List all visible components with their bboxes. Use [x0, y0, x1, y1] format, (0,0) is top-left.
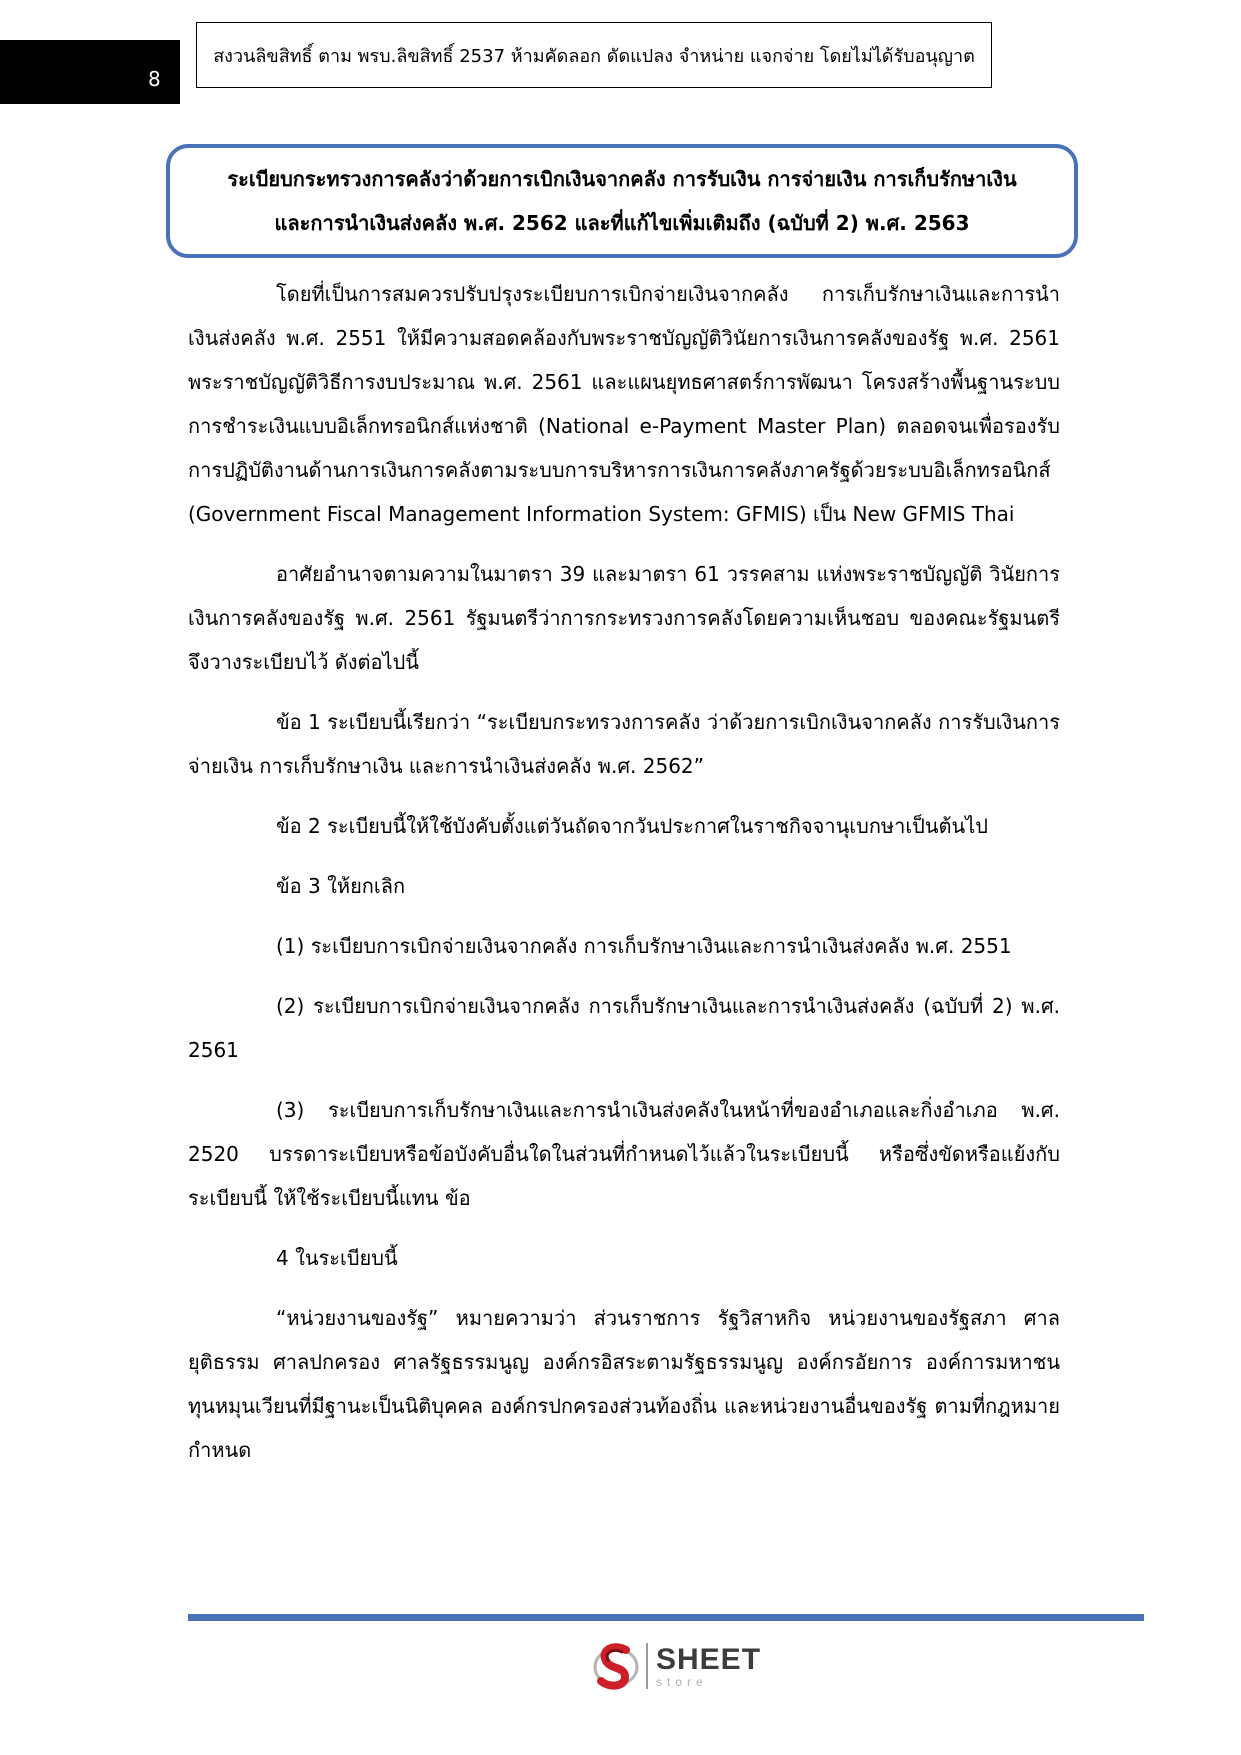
logo-divider	[646, 1643, 648, 1689]
clause-3: ข้อ 3 ให้ยกเลิก	[276, 874, 406, 898]
definition-paragraph: “หน่วยงานของรัฐ” หมายความว่า ส่วนราชการ รัฐวิสาหกิจ หน่วยงานของรัฐสภา ศาลยุติธรรม ศาลปกครอง ศาลรัฐธรรมนูญ องค์กรอิสระตามรัฐธรรมนูญ องค์กรอัยการ องค์การมหาชน ทุนหมุนเวียนที่มีฐานะเป็นนิติบุคคล องค์กรปกครองส่วนท้องถิ่น และหน่วยงานอื่นของรัฐ ตามที่กฎหมายกำหนด	[188, 1306, 1060, 1462]
document-body	[188, 272, 1060, 1488]
sheet-store-logo	[592, 1640, 761, 1692]
logo-name: SHEET	[656, 1642, 762, 1676]
clause-3-item-2: (2) ระเบียบการเบิกจ่ายเงินจากคลัง การเก็บรักษาเงินและการนำเงินส่งคลัง (ฉบับที่ 2) พ.ศ. 2561	[188, 994, 1060, 1062]
title-line-1: ระเบียบกระทรวงการคลังว่าด้วยการเบิกเงินจากคลัง การรับเงิน การจ่ายเงิน การเก็บรักษาเงิน	[227, 167, 1017, 191]
clause-4: 4 ในระเบียบนี้	[276, 1246, 398, 1270]
sheet-store-logo-icon	[592, 1640, 640, 1692]
preamble-paragraph: โดยที่เป็นการสมควรปรับปรุงระเบียบการเบิกจ่ายเงินจากคลัง การเก็บรักษาเงินและการนำ เงินส่งคลัง พ.ศ. 2551 ให้มีความสอดคล้องกับพระราชบัญญัติวินัยการเงินการคลังของรัฐ พ.ศ. 2561 พระราชบัญญัติวิธีการงบประมาณ พ.ศ. 2561 และแผนยุทธศาสตร์การพัฒนา โครงสร้างพื้นฐานระบบการชำระเงินแบบอิเล็กทรอนิกส์แห่งชาติ (National e-Payment Master Plan) ตลอดจนเพื่อรองรับการปฏิบัติงานด้านการเงินการคลังตามระบบการบริหารการเงินการคลังภาครัฐด้วยระบบอิเล็กทรอนิกส์ (Government Fiscal Management Information System: GFMIS) เป็น New GFMIS Thai	[188, 282, 1060, 526]
title-line-2: และการนำเงินส่งคลัง พ.ศ. 2562 และที่แก้ไขเพิ่มเติมถึง (ฉบับที่ 2) พ.ศ. 2563	[274, 211, 970, 235]
page-number: 8	[148, 67, 161, 91]
copyright-notice: สงวนลิขสิทธิ์ ตาม พรบ.ลิขสิทธิ์ 2537 ห้ามคัดลอก ดัดแปลง จำหน่าย แจกจ่าย โดยไม่ได้รับอนุญาต	[213, 45, 975, 67]
logo-subtitle: store	[656, 1674, 708, 1689]
clause-3-item-1: (1) ระเบียบการเบิกจ่ายเงินจากคลัง การเก็บรักษาเงินและการนำเงินส่งคลัง พ.ศ. 2551	[276, 934, 1012, 958]
clause-2: ข้อ 2 ระเบียบนี้ให้ใช้บังคับตั้งแต่วันถัดจากวันประกาศในราชกิจจานุเบกษาเป็นต้นไป	[276, 814, 988, 838]
document-title-box	[166, 144, 1078, 258]
authority-paragraph: อาศัยอำนาจตามความในมาตรา 39 และมาตรา 61 วรรคสาม แห่งพระราชบัญญัติ วินัยการเงินการคลังของรัฐ พ.ศ. 2561 รัฐมนตรีว่าการกระทรวงการคลังโดยความเห็นชอบ ของคณะรัฐมนตรี จึงวางระเบียบไว้ ดังต่อไปนี้	[188, 562, 1060, 674]
copyright-notice-box	[196, 22, 992, 88]
clause-1: ข้อ 1 ระเบียบนี้เรียกว่า “ระเบียบกระทรวงการคลัง ว่าด้วยการเบิกเงินจากคลัง การรับเงินการจ่ายเงิน การเก็บรักษาเงิน และการนำเงินส่งคลัง พ.ศ. 2562”	[188, 710, 1060, 778]
clause-3-item-3: (3) ระเบียบการเก็บรักษาเงินและการนำเงินส่งคลังในหน้าที่ของอำเภอและกิ่งอำเภอ พ.ศ. 2520 บรรดาระเบียบหรือข้อบังคับอื่นใดในส่วนที่กำหนดไว้แล้วในระเบียบนี้ หรือซึ่งขัดหรือแย้งกับระเบียบนี้ ให้ใช้ระเบียบนี้แทน ข้อ	[188, 1098, 1060, 1210]
footer-rule	[188, 1614, 1144, 1621]
